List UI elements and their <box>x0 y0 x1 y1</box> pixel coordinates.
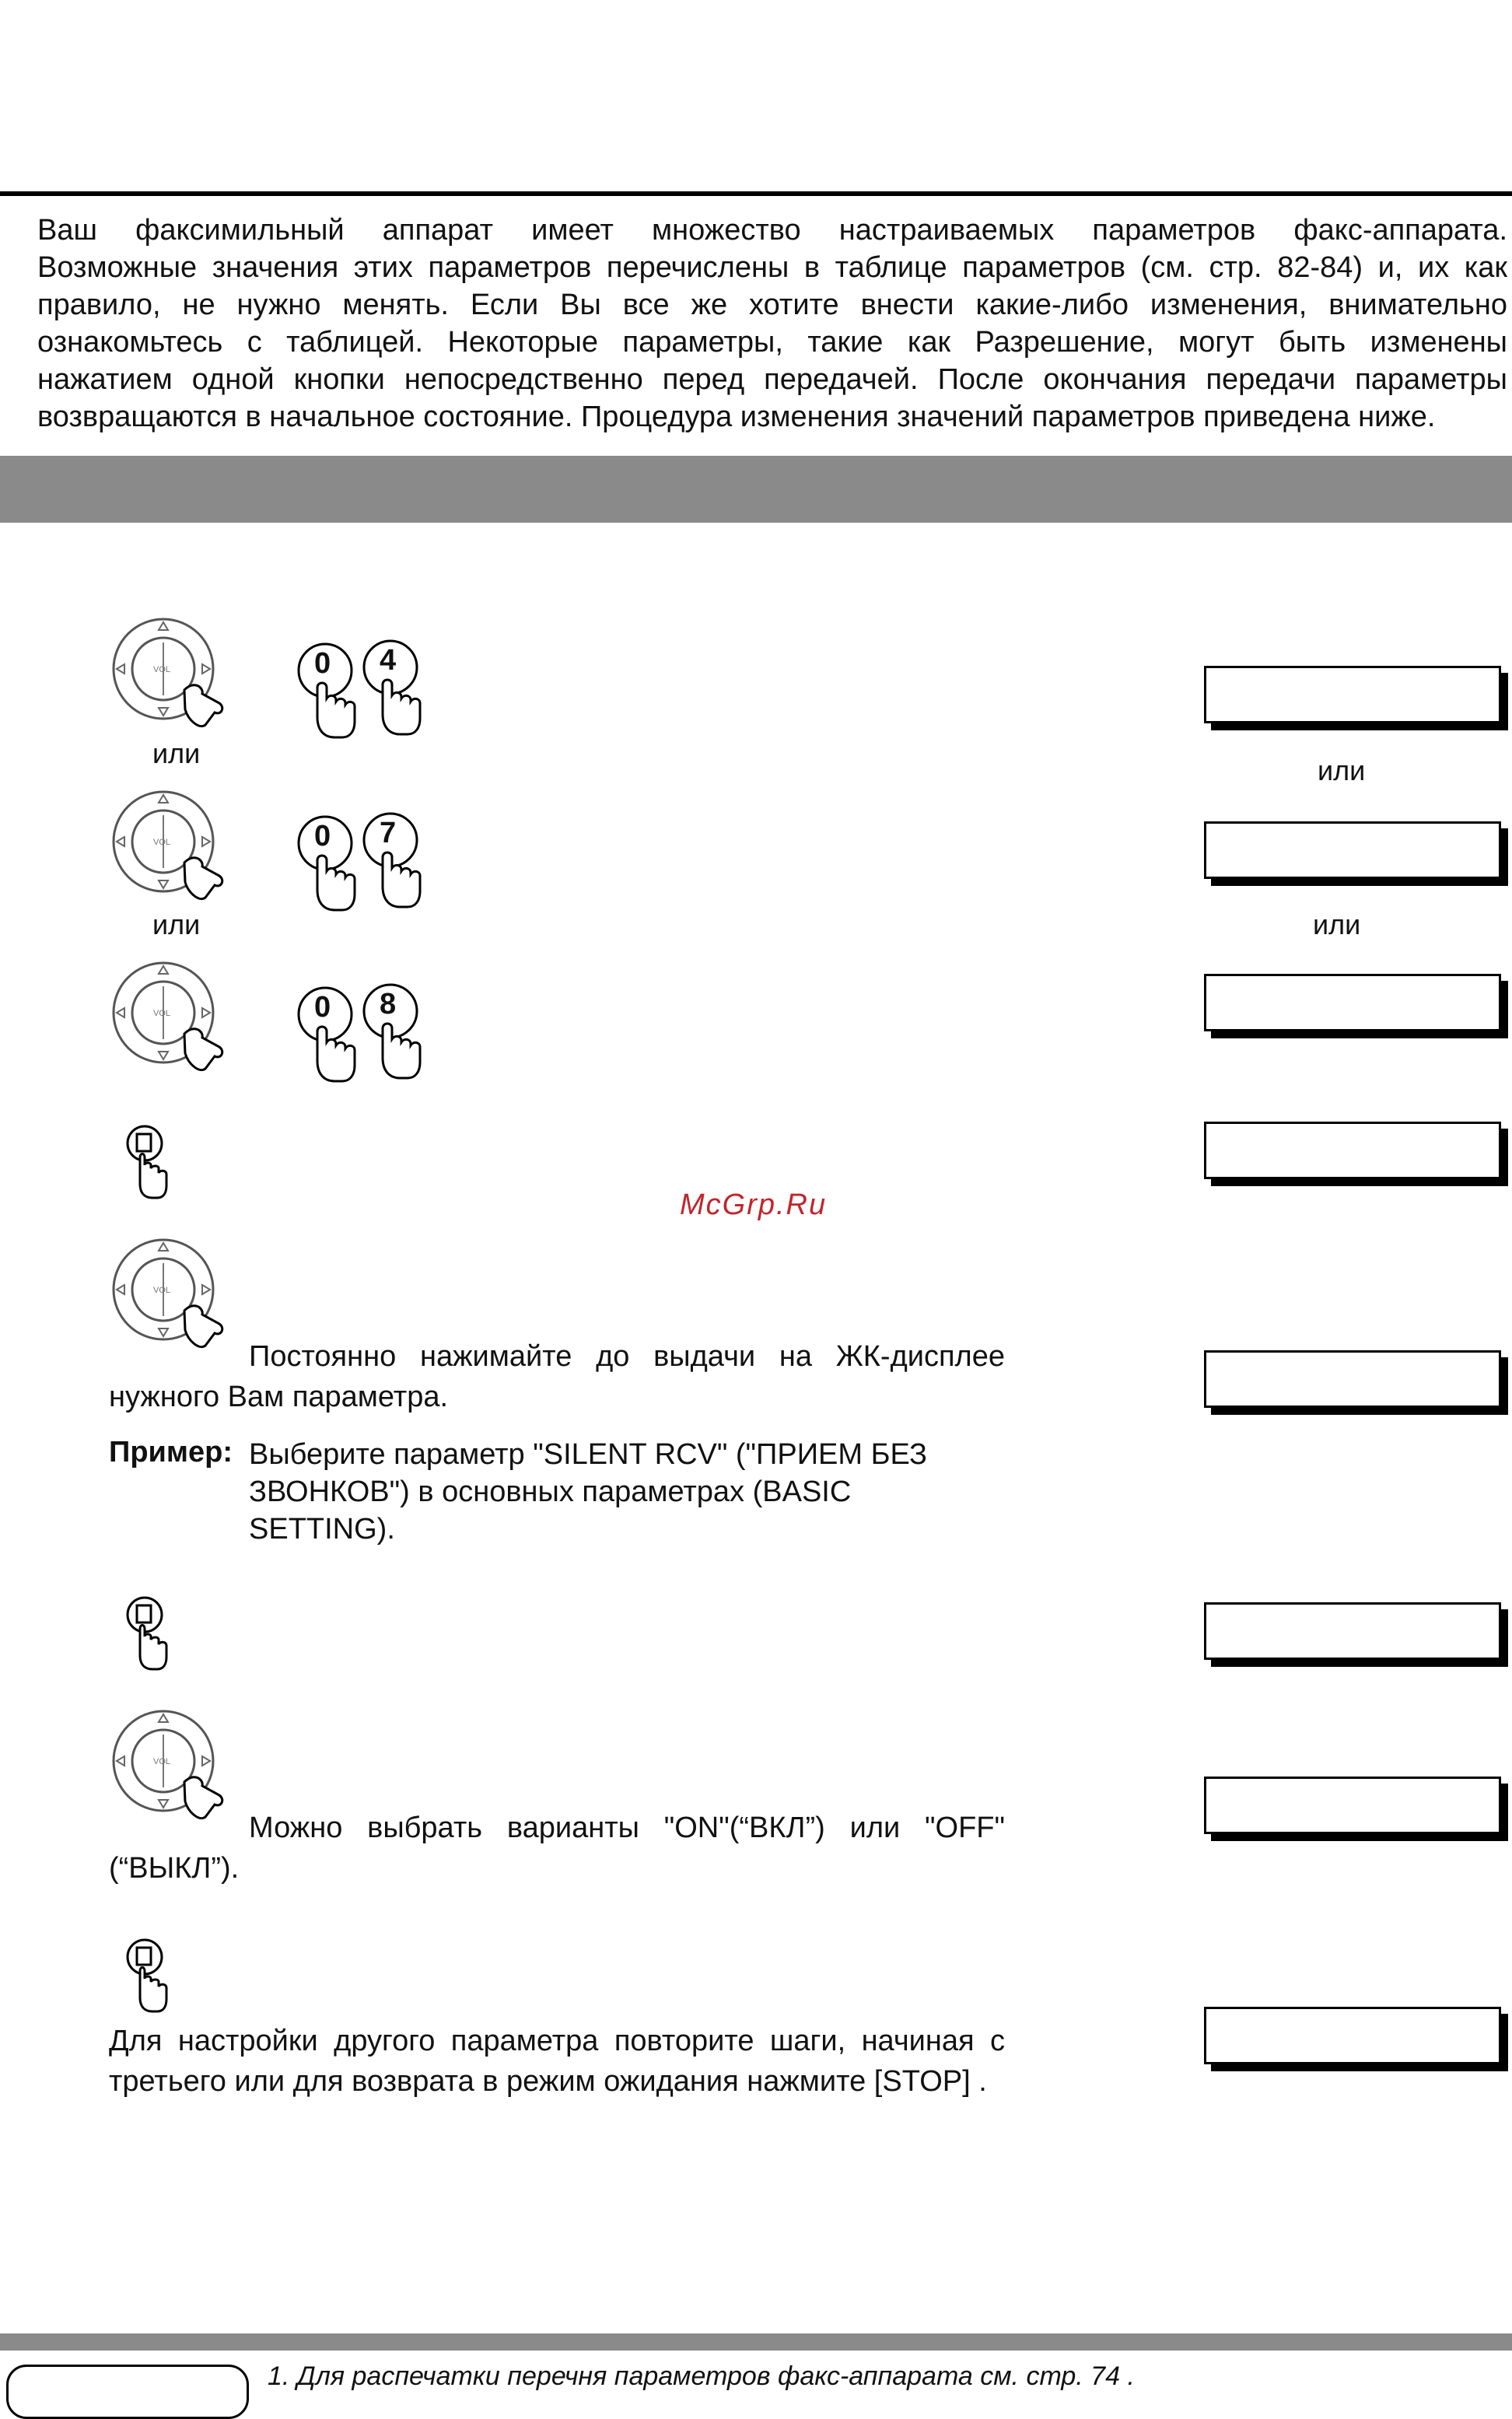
intro-line: нажатием одной кнопки непосредственно перед передачей. После окончания передачи параметры <box>37 363 1507 396</box>
key-label: 0 <box>314 647 331 680</box>
intro-paragraph <box>37 212 1507 436</box>
lcd-display <box>1204 821 1501 879</box>
intro-line: ознакомьтесь с таблицей. Некоторые параметры, такие как Разрешение, могут быть изменены <box>37 326 1507 359</box>
function-dial-icon[interactable] <box>110 960 227 1076</box>
key-label: 4 <box>380 644 397 677</box>
page-number-tab <box>6 2365 249 2419</box>
repeat-instruction: Для настройки другого параметра повторите шаги, начиная с третьего или для возврата в режим ожидания нажмите [STOP] . <box>109 2025 1005 2098</box>
set-key-icon[interactable] <box>121 1935 168 2013</box>
scroll-instruction: Постоянно нажимайте до выдачи на ЖК-дисплее нужного Вам параметра. <box>109 1340 1005 1413</box>
set-key-icon[interactable] <box>121 1593 168 1671</box>
key-label: 8 <box>380 988 397 1020</box>
function-dial-icon[interactable] <box>110 616 227 733</box>
key-label: 0 <box>314 991 331 1024</box>
key-0-icon[interactable] <box>294 639 364 744</box>
key-label: 0 <box>314 820 331 852</box>
key-0-icon[interactable] <box>294 983 364 1088</box>
key-0-icon[interactable] <box>294 812 364 917</box>
lcd-display <box>1204 1350 1501 1408</box>
or-label: или <box>152 908 201 940</box>
or-label: или <box>1313 908 1361 940</box>
section-header-bar <box>0 456 1512 523</box>
key-7-icon[interactable] <box>359 809 429 914</box>
lcd-display <box>1204 1777 1501 1834</box>
top-rule <box>0 191 1512 196</box>
lcd-display <box>1204 1602 1501 1660</box>
or-label: или <box>152 737 201 769</box>
intro-line: возвращаются в начальное состояние. Процедура изменения значений параметров приведена ниже. <box>37 401 1436 433</box>
watermark: McGrp.Ru <box>680 1188 828 1221</box>
set-key-icon[interactable] <box>121 1122 168 1199</box>
key-4-icon[interactable] <box>359 636 429 741</box>
lcd-display <box>1204 2007 1501 2064</box>
intro-line: Возможные значения этих параметров перечислены в таблице параметров (см. стр. 82-84) и, их как <box>37 251 1507 284</box>
lcd-display <box>1204 974 1501 1031</box>
or-label: или <box>1318 754 1366 786</box>
footnote: 1. Для распечатки перечня параметров факс-аппарата см. стр. 74 . <box>268 2361 1135 2391</box>
intro-line: Ваш факсимильный аппарат имеет множество настраиваемых параметров факс-аппарата. <box>37 214 1507 247</box>
lcd-display <box>1204 666 1501 723</box>
intro-line: правило, не нужно менять. Если Вы все же хотите внести какие-либо изменения, внимательно <box>37 289 1507 321</box>
options-instruction: Можно выбрать варианты "ON"(“ВКЛ”) или "OFF" (“ВЫКЛ”). <box>109 1812 1005 1885</box>
example-label: Пример: <box>109 1436 233 1469</box>
example-text: Выберите параметр "SILENT RCV" ("ПРИЕМ БЕЗ ЗВОНКОВ") в основных параметрах (BASIC SETTING). <box>249 1438 927 1546</box>
key-8-icon[interactable] <box>359 980 429 1085</box>
function-dial-icon[interactable] <box>110 789 227 905</box>
lcd-display <box>1204 1122 1501 1179</box>
key-label: 7 <box>380 817 397 849</box>
footer-bar <box>0 2333 1512 2351</box>
